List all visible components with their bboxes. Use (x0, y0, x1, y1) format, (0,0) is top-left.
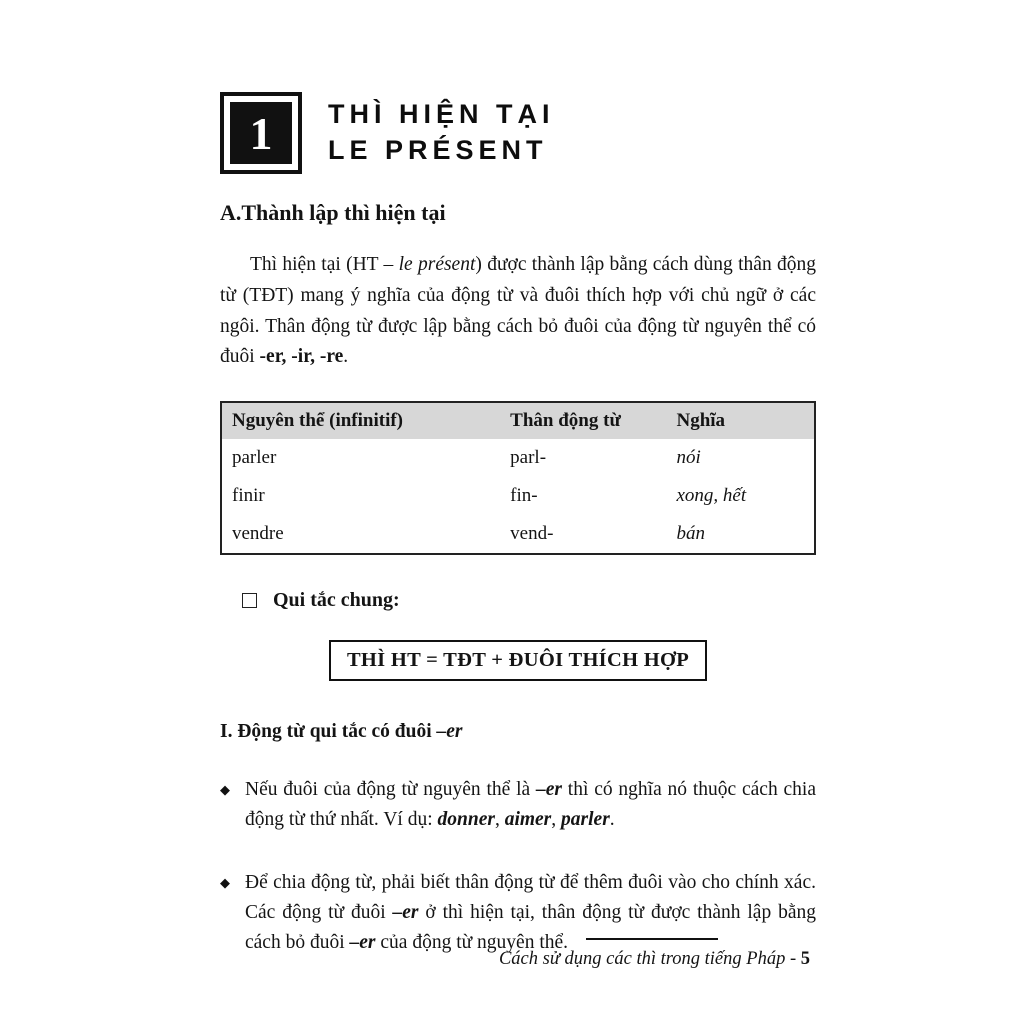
general-rule-line (242, 589, 816, 612)
chapter-header (220, 92, 816, 174)
table-cell-infinitive: vendre (232, 523, 284, 545)
table-cell-meaning: nói (676, 447, 701, 469)
b1-seg5: , (494, 809, 505, 831)
b1-seg3: thì có nghĩa nó thuộc cách chia động từ thứ nhất. Ví dụ: (245, 779, 816, 831)
conjugation-table (220, 401, 816, 555)
bullet-1-text (245, 775, 816, 835)
formula-wrap (220, 640, 816, 681)
table-row (221, 477, 815, 515)
checkbox-icon (242, 593, 257, 608)
formula-box: THÌ HT = TĐT + ĐUÔI THÍCH HỢP (329, 640, 707, 681)
table-cell-meaning: xong, hết (676, 485, 747, 507)
table-head (221, 402, 815, 439)
b1-seg2: –er (535, 779, 562, 801)
table-cell-stem: fin- (510, 485, 538, 507)
intro-seg3: ) được thành lập bằng cách dùng thân động từ (TĐT) mang ý nghĩa của động từ và đuôi thích hợp với chủ ngữ ở các ngôi. Thân động từ được lập bằng cách bỏ đuôi của động từ nguyên thể có đuôi (220, 254, 816, 368)
b1-seg6: aimer (504, 809, 552, 831)
table-cell-stem: parl- (510, 447, 547, 469)
intro-paragraph (220, 250, 816, 373)
section-i-heading-seg2: –er (436, 721, 463, 743)
table-cell-infinitive: finir (232, 485, 265, 507)
diamond-bullet-icon: ◆ (220, 874, 230, 890)
chapter-title-line1: THÌ HIỆN TẠI (328, 99, 555, 130)
b2-seg2: –er (392, 901, 419, 923)
page-number: 5 (800, 949, 810, 969)
b1-seg4: donner (437, 809, 495, 831)
intro-seg5: . (343, 346, 349, 368)
chapter-title (328, 97, 555, 168)
bullet-item-1 (220, 775, 816, 835)
chapter-number: 1 (230, 102, 292, 164)
b2-seg5: của động từ nguyên thể. (375, 932, 569, 954)
intro-seg2-italic: le présent (398, 254, 476, 275)
table-row (221, 439, 815, 477)
table-header-row (221, 402, 815, 439)
chapter-number-box (220, 92, 302, 174)
footer-text (499, 949, 810, 970)
footer-separator: - (785, 949, 801, 969)
footer-book-title: Cách sử dụng các thì trong tiếng Pháp (498, 949, 786, 969)
section-a-heading: A.Thành lập thì hiện tại (220, 200, 446, 225)
b1-seg1: Nếu đuôi của động từ nguyên thể là (245, 779, 536, 801)
table-header-infinitive: Nguyên thể (infinitif) (232, 410, 403, 432)
table-row (221, 515, 815, 554)
b1-seg9: . (609, 809, 615, 831)
b2-seg4: –er (349, 932, 376, 954)
diamond-bullet-icon: ◆ (220, 782, 230, 798)
section-i-heading (220, 721, 816, 743)
table-header-meaning: Nghĩa (676, 410, 726, 432)
table-cell-stem: vend- (510, 523, 554, 545)
b2-seg1: Để chia động từ, phải biết thân động từ để thêm đuôi vào cho chính xác. Các động từ đuôi (245, 871, 816, 923)
table-body (221, 439, 815, 554)
page-content (220, 92, 816, 958)
table-header-stem: Thân động từ (510, 410, 621, 432)
table-cell-meaning: bán (676, 523, 705, 545)
page-footer (499, 938, 810, 970)
table-cell-infinitive: parler (232, 447, 277, 469)
b1-seg8: parler (561, 809, 610, 831)
section-i-heading-seg1: I. Động từ qui tắc có đuôi (220, 721, 437, 743)
intro-seg1: Thì hiện tại (HT – (250, 254, 399, 275)
footer-divider (586, 938, 718, 940)
chapter-title-line2: LE PRÉSENT (328, 135, 548, 165)
b1-seg7: , (551, 809, 562, 831)
b2-seg3: ở thì hiện tại, thân động từ được thành lập bằng cách bỏ đuôi (245, 901, 816, 954)
intro-seg4-bold: -er, -ir, -re (259, 346, 344, 368)
general-rule-label: Qui tắc chung: (273, 589, 400, 612)
